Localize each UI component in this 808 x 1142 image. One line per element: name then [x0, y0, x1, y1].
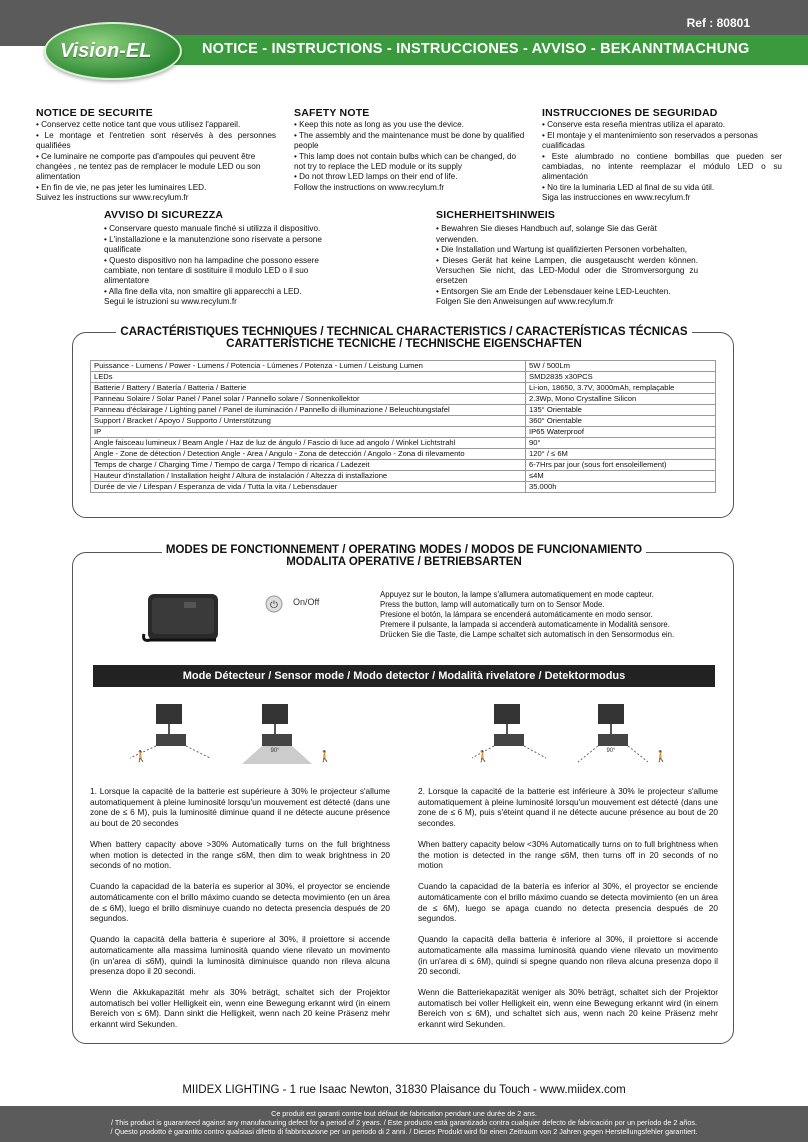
spec-value: 5W / 500Lm	[526, 361, 716, 372]
guarantee-line: Ce produit est garanti contre tout défaut de fabrication pendant une durée de 2 ans.	[271, 1109, 537, 1118]
banner-text: NOTICE - INSTRUCTIONS - INSTRUCCIONES - AVVISO - BEKANNTMACHUNG	[202, 41, 750, 57]
safety-fr-title: NOTICE DE SECURITE	[36, 107, 153, 119]
spec-label: Batterie / Battery / Batería / Batteria / Batterie	[91, 383, 526, 394]
modes-title-line2: MODALITA OPERATIVE / BETRIEBSARTEN	[282, 556, 526, 568]
spec-row	[91, 427, 716, 438]
button-description	[380, 590, 710, 640]
mode-paragraph: Wenn die Akkukapazität mehr als 30% beträgt, schaltet sich der Projektor automatisch bei voller Helligkeit ein, wenn eine Bewegung erkannt wird (in einem Bereich von ≤ 6M). Dann sinkt die Helligkeit, wenn nach 20 keine Präsenz mehr erkannt wird Sekunden.	[90, 987, 390, 1030]
spec-row	[91, 383, 716, 394]
spec-value: 2.3Wp, Mono Crystalline Silicon	[526, 394, 716, 405]
spec-label: LEDs	[91, 372, 526, 383]
svg-text:🚶: 🚶	[318, 750, 332, 763]
safety-line: • Keep this note as long as you use the device.	[294, 120, 464, 130]
spec-label: Angle faisceau lumineux / Beam Angle / Haz de luz de ángulo / Fascio di luce ad angolo / Winkel Lichtstrahl	[91, 438, 526, 449]
company-address: MIIDEX LIGHTING - 1 rue Isaac Newton, 31830 Plaisance du Touch - www.miidex.com	[182, 1084, 626, 1096]
safety-line: • L'installazione e la manutenzione sono riservate a persone qualificate	[104, 234, 322, 255]
spec-label: Hauteur d'installation / Installation height / Altura de instalación / Altezza di installazione	[91, 471, 526, 482]
safety-line: Siga las instrucciones en www.recylum.fr	[542, 193, 691, 203]
title-banner	[170, 35, 808, 65]
safety-line: • Alla fine della vita, non smaltire gli apparecchi a LED.	[104, 286, 302, 296]
safety-it-title: AVVISO DI SICUREZZA	[104, 209, 224, 221]
safety-line: Follow the instructions on www.recylum.fr	[294, 182, 445, 192]
safety-line: Suivez les instructions sur www.recylum.fr	[36, 193, 189, 203]
safety-line: • Entsorgen Sie am Ende der Lebensdauer keine LED-Leuchten.	[436, 286, 671, 296]
angle-label: 90°	[606, 748, 616, 754]
spec-value: 120° / ≤ 6M	[526, 449, 716, 460]
mode-below-30-column	[418, 786, 718, 1040]
safety-en-title: SAFETY NOTE	[294, 107, 370, 119]
spec-label: Temps de charge / Charging Time / Tiempo de carga / Tempo di ricarica / Ladezeit	[91, 460, 526, 471]
spec-value: IP65 Waterproof	[526, 427, 716, 438]
safety-line: • Die Installation und Wartung ist qualifizierten Personen vorbehalten,	[436, 245, 688, 255]
spec-value: ≤4M	[526, 471, 716, 482]
spec-label: Support / Bracket / Apoyo / Supporto / Unterstützung	[91, 416, 526, 427]
desc-line: Premere il pulsante, la lampada si accenderà automaticamente in Modalità sensore.	[380, 620, 670, 629]
safety-line: • Bewahren Sie dieses Handbuch auf, solange Sie das Gerät verwenden.	[436, 224, 657, 244]
spec-value: 360° Orientable	[526, 416, 716, 427]
safety-line: • No tire la luminaria LED al final de su vida útil.	[542, 182, 715, 192]
spec-title-2	[0, 338, 808, 350]
safety-line: • Do not throw LED lamps on their end of life.	[294, 172, 458, 182]
safety-line: • Ce luminaire ne comporte pas d'ampoules qui peuvent être changées , ne tentez pas de remplacer le module LED ou son alimentation	[36, 151, 261, 182]
safety-line: • Le montage et l'entretien sont réservés à des personnes qualifiées	[36, 130, 276, 151]
safety-line: Segui le istruzioni su www.recylum.fr	[104, 297, 237, 307]
onoff-label: On/Off	[293, 597, 320, 607]
safety-line: • Questo dispositivo non ha lampadine che possono essere cambiate, non tentare di sostituire il modulo LED o il suo alimentatore	[104, 255, 319, 286]
spec-value: Li-ion, 18650, 3.7V, 3000mAh, remplaçable	[526, 383, 716, 394]
spec-row	[91, 416, 716, 427]
logo-text: Vision-EL	[60, 40, 152, 62]
sensor-illustration-left	[120, 700, 360, 768]
spec-label: Panneau d'éclairage / Lighting panel / Panel de iluminación / Pannello di illuminazione / Beleuchtungstafel	[91, 405, 526, 416]
mode-paragraph: 2. Lorsque la capacité de la batterie est inférieure à 30% le projecteur s'allume automatiquement à pleine luminosité lorsqu'un mouvement est détecté (dans une zone de ≤ 6 M), puis s'éteint quand il ne détecte aucune présence au bout de 20 secondes.	[418, 786, 718, 828]
safety-de-title: SICHERHEITSHINWEIS	[436, 209, 556, 221]
spec-row	[91, 394, 716, 405]
safety-line: • El montaje y el mantenimiento son reservados a personas cualificadas	[542, 130, 758, 151]
spec-title	[0, 326, 808, 338]
safety-line: • En fin de vie, ne pas jeter les luminaires LED.	[36, 182, 207, 192]
mode-paragraph: Quando la capacità della batteria è inferiore al 30%, il proiettore si accende automaticamente alla massima luminosità quando viene rilevato un movimento (in un'area di ≤ 6M), quindi si spegne quando non rileva alcuna presenza dopo il 20 secondi.	[418, 934, 718, 977]
spec-title-line1: CARACTÉRISTIQUES TECHNIQUES / TECHNICAL CHARACTERISTICS / CARACTERÍSTICAS TÉCNICAS	[116, 326, 691, 338]
safety-it	[104, 210, 344, 308]
mode-paragraph: When battery capacity below <30% Automatically turns on to full brightness when the motion is detected in the range ≤6M, then turns off in 20 seconds of no motion	[418, 838, 718, 871]
safety-es-title: INSTRUCCIONES DE SEGURIDAD	[542, 107, 718, 119]
spec-row	[91, 471, 716, 482]
desc-line: Drücken Sie die Taste, die Lampe schaltet sich automatisch in den Sensormodus ein.	[380, 630, 675, 639]
safety-fr	[36, 108, 276, 204]
angle-label: 90°	[270, 748, 280, 754]
spec-label: Angle - Zone de détection / Detection Angle - Area / Angulo - Zona de detección / Angolo - Zona di rilevamento	[91, 449, 526, 460]
svg-text:⏻: ⏻	[270, 600, 278, 611]
safety-line: • Dieses Gerät hat keine Lampen, die ausgetauscht werden können. Versuchen Sie nicht, das LED-Modul oder die Stromversorgung zu ersetzen	[436, 255, 698, 286]
safety-line: • Conserve esta reseña mientras utiliza el aparato.	[542, 120, 726, 130]
svg-text:🚶: 🚶	[476, 750, 490, 763]
desc-line: Appuyez sur le bouton, la lampe s'allumera automatiquement en mode capteur.	[380, 590, 654, 599]
spec-label: Durée de vie / Lifespan / Esperanza de vida / Tutta la vita / Lebensdauer	[91, 482, 526, 493]
mode-paragraph: Wenn die Batteriekapazität weniger als 30% beträgt, schaltet sich der Projektor automatisch bei voller Helligkeit ein, wenn eine Bewegung erkannt wird (in einem Bereich von ≤ 6M), und schaltet sich aus, wenn nach 20 keine Präsenz mehr erkannt wird Sekunden.	[418, 987, 718, 1030]
safety-es	[542, 108, 782, 204]
guarantee-band	[0, 1106, 808, 1142]
spec-value: 6-7Hrs par jour (sous fort ensoleillement)	[526, 460, 716, 471]
spec-row	[91, 460, 716, 471]
mode-paragraph: Quando la capacità della batteria è superiore al 30%, il proiettore si accende automaticamente alla massima luminosità quando viene rilevato un movimento (in un'area di ≤6M), quindi la luminosità diminuisce quando non rileva alcuna presenza dopo il 20 secondi.	[90, 934, 390, 977]
brand-logo	[44, 22, 182, 80]
spec-title-line2: CARATTERISTICHE TECNICHE / TECHNISCHE EIGENSCHAFTEN	[222, 338, 586, 350]
modes-title	[0, 544, 808, 556]
mode-paragraph: 1. Lorsque la capacité de la batterie est supérieure à 30% le projecteur s'allume automatiquement à pleine luminosité lorsqu'un mouvement est détecté (dans une zone de ≤ 6 M), puis la luminosité diminue quand il ne détecte aucune présence au bout de 20 secondes	[90, 786, 390, 828]
guarantee-line: / This product is guaranteed against any manufacturing defect for a period of 2 years. / Este producto está garantizado contra cualquier defecto de fabricación por un período de 2 años.	[110, 1118, 697, 1127]
spec-row	[91, 438, 716, 449]
spec-value: 135° Orientable	[526, 405, 716, 416]
safety-line: • Conservare questo manuale finché si utilizza il dispositivo.	[104, 224, 321, 234]
mode-paragraph: When battery capacity above >30% Automatically turns on the full brightness when motion is detected in the range ≤6M, then dim to weak brightness in 20 seconds of no motion.	[90, 838, 390, 871]
spec-row	[91, 482, 716, 493]
spec-label: Puissance - Lumens / Power - Lumens / Potencia - Lúmenes / Potenza - Lumen / Leistung Lumen	[91, 361, 526, 372]
modes-title-line1: MODES DE FONCTIONNEMENT / OPERATING MODES / MODOS DE FUNCIONAMIENTO	[162, 544, 646, 556]
spec-label: IP	[91, 427, 526, 438]
sensor-mode-bar: Mode Détecteur / Sensor mode / Modo detector / Modalità rivelatore / Detektormodus	[93, 665, 715, 687]
safety-line: • The assembly and the maintenance must be done by qualified people	[294, 130, 525, 151]
spec-table	[90, 360, 716, 493]
sensor-illustration-right	[468, 700, 708, 768]
svg-text:🚶: 🚶	[134, 750, 148, 763]
spec-row	[91, 449, 716, 460]
safety-line: • This lamp does not contain bulbs which can be changed, do not try to replace the LED module or its supply	[294, 151, 517, 172]
spec-row	[91, 361, 716, 372]
spec-value: 90°	[526, 438, 716, 449]
safety-line: • Este alumbrado no contiene bombillas que pueden ser cambiadas, no intente reemplazar el módulo LED o su alimentación	[542, 151, 782, 182]
desc-line: Presione el botón, la lámpara se encenderá automáticamente en modo sensor.	[380, 610, 653, 619]
reference-number: Ref : 80801	[686, 16, 750, 30]
desc-line: Press the button, lamp will automatically turn on to Sensor Mode.	[380, 600, 605, 609]
spec-label: Panneau Solaire / Solar Panel / Panel solar / Pannello solare / Sonnenkollektor	[91, 394, 526, 405]
spec-value: 35.000h	[526, 482, 716, 493]
mode-paragraph: Cuando la capacidad de la batería es inferior al 30%, el proyector se enciende automáticamente con el brillo máximo cuando se detecta movimiento (en un área de ≤ 6M), luego se apaga cuando no detecta presencia después de 20 segundos.	[418, 881, 718, 924]
spec-value: SMD2835 x30PCS	[526, 372, 716, 383]
guarantee-line: / Questo prodotto è garantito contro qualsiasi difetto di fabbricazione per un periodo di 2 anni. / Dieses Produkt wird für einen Zeitraum von 2 Jahren gegen Herstellungsfehler garantiert.	[110, 1127, 698, 1136]
modes-title-2	[0, 556, 808, 568]
safety-en	[294, 108, 526, 193]
mode-above-30-column	[90, 786, 390, 1040]
safety-de	[436, 210, 698, 308]
safety-line: Folgen Sie den Anweisungen auf www.recylum.fr	[436, 297, 614, 307]
svg-text:🚶: 🚶	[654, 750, 668, 763]
safety-line: • Conservez cette notice tant que vous utilisez l'appareil.	[36, 120, 241, 130]
spec-row	[91, 372, 716, 383]
spec-row	[91, 405, 716, 416]
mode-paragraph: Cuando la capacidad de la batería es superior al 30%, el proyector se enciende automáticamente con el brillo máximo cuando se detecta movimiento (en un área de ≤ 6M), luego el brillo disminuye cuando no detecta presencia después de 20 segundos.	[90, 881, 390, 924]
